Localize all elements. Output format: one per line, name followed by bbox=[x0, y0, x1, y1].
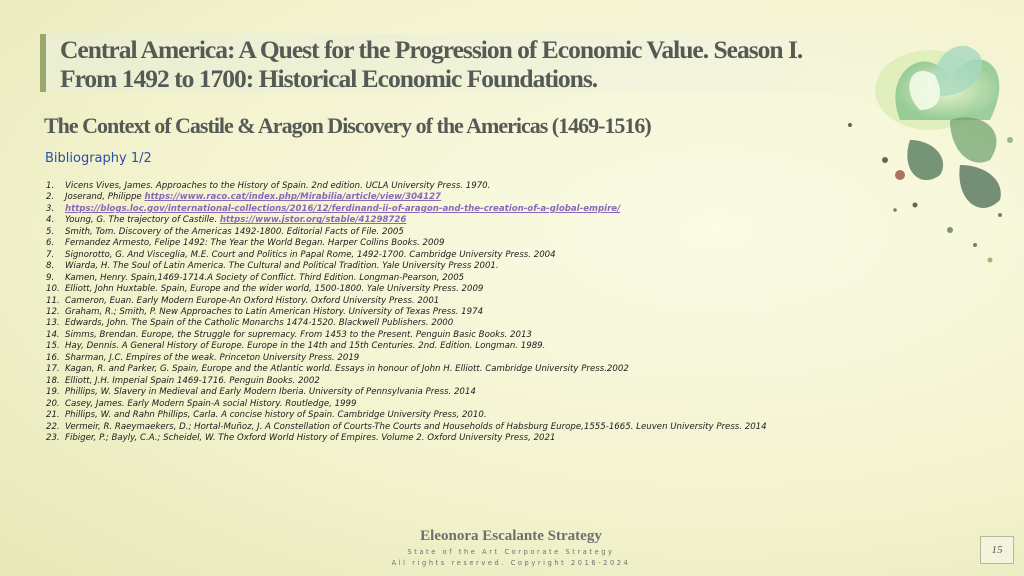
bibliography-item-number: 12. bbox=[46, 306, 60, 317]
bibliography-list bbox=[46, 181, 846, 444]
bibliography-item-text: Smith, Tom. Discovery of the Americas 1492-1800. Editorial Facts of File. 2005 bbox=[65, 226, 404, 237]
bibliography-item bbox=[46, 250, 846, 261]
bibliography-item-number: 13. bbox=[46, 318, 60, 329]
bibliography-item bbox=[46, 273, 846, 284]
bibliography-item bbox=[46, 410, 846, 421]
bibliography-item-number: 10. bbox=[46, 284, 60, 295]
bibliography-item-text: Kamen, Henry. Spain,1469-1714.A Society of Conflict. Third Edition. Longman-Pearson, 2005 bbox=[65, 272, 465, 283]
bibliography-item-number: 15. bbox=[46, 341, 60, 352]
bibliography-item-number: 22. bbox=[46, 421, 60, 432]
slide-title-line1: Central America: A Quest for the Progression of Economic Value. Season I. bbox=[60, 35, 803, 64]
bibliography-item-text: Young, G. The trajectory of Castille. https://www.jstor.org/stable/41298726 bbox=[65, 215, 407, 226]
bibliography-item-text: Sharman, J.C. Empires of the weak. Princeton University Press. 2019 bbox=[65, 352, 360, 363]
bibliography-item-text: Signorotto, G. And Visceglia, M.E. Court and Politics in Papal Rome, 1492-1700. Cambridge University Press. 2004 bbox=[65, 249, 556, 260]
bibliography-item-text: Edwards, John. The Spain of the Catholic Monarchs 1474-1520. Blackwell Publishers. 2000 bbox=[65, 318, 454, 329]
page-number: 15 bbox=[980, 536, 1014, 564]
bibliography-item-number: 17. bbox=[46, 364, 60, 375]
bibliography-item-text: Kagan, R. and Parker, G. Spain, Europe and the Atlantic world. Essays in honour of John H. Elliott. Cambridge University Press.2002 bbox=[65, 364, 629, 375]
bibliography-item bbox=[46, 296, 846, 307]
bibliography-item bbox=[46, 433, 846, 444]
bibliography-item-text: Fernandez Armesto, Felipe 1492: The Year the World Began. Harper Collins Books. 2009 bbox=[65, 238, 445, 249]
bibliography-item-text: Phillips, W. and Rahn Phillips, Carla. A concise history of Spain. Cambridge University Press, 2010. bbox=[65, 410, 487, 421]
bibliography-item-text: Simms, Brendan. Europe, the Struggle for supremacy. From 1453 to the Present. Penguin Basic Books. 2013 bbox=[65, 329, 532, 340]
bibliography-item-text: Elliott, John Huxtable. Spain, Europe and the wider world, 1500-1800. Yale University Press. 2009 bbox=[65, 284, 484, 295]
bibliography-link[interactable]: https://www.jstor.org/stable/41298726 bbox=[219, 215, 407, 226]
bibliography-item-text: Elliott, J.H. Imperial Spain 1469-1716. Penguin Books. 2002 bbox=[65, 375, 320, 386]
bibliography-item-number: 1. bbox=[46, 181, 55, 191]
bibliography-item-number: 9. bbox=[46, 272, 55, 283]
bibliography-item bbox=[46, 238, 846, 249]
bibliography-item bbox=[46, 364, 846, 375]
watercolor-flower-icon bbox=[840, 0, 1024, 300]
bibliography-item-text: Hay, Dennis. A General History of Europe. Europe in the 14th and 15th Centuries. 2nd. Edition. Longman. 1989. bbox=[65, 341, 546, 352]
slide-subtitle: The Context of Castile & Aragon Discovery of the Americas (1469-1516) bbox=[44, 113, 651, 138]
bibliography-item-number: 16. bbox=[46, 352, 60, 363]
bibliography-item-number: 6. bbox=[46, 238, 55, 249]
bibliography-link[interactable]: https://www.raco.cat/index.php/Mirabilia/article/view/304127 bbox=[144, 192, 442, 203]
bibliography-item-number: 19. bbox=[46, 387, 60, 398]
bibliography-item-text: Casey, James. Early Modern Spain-A social History. Routledge, 1999 bbox=[65, 398, 357, 409]
bibliography-item bbox=[46, 215, 846, 226]
bibliography-item-text: Wiarda, H. The Soul of Latin America. The Cultural and Political Tradition. Yale University Press 2001. bbox=[65, 261, 499, 272]
bibliography-item bbox=[46, 227, 846, 238]
bibliography-item bbox=[46, 181, 846, 192]
bibliography-item-number: 18. bbox=[46, 375, 60, 386]
title-box bbox=[40, 34, 941, 92]
bibliography-item bbox=[46, 204, 846, 215]
bibliography-item-text: Graham, R.; Smith, P. New Approaches to Latin American History. University of Texas Press. 1974 bbox=[65, 306, 484, 317]
bibliography-item-number: 20. bbox=[46, 398, 60, 409]
bibliography-item-number: 3. bbox=[46, 203, 55, 214]
bibliography-heading: Bibliography 1/2 bbox=[45, 151, 152, 166]
bibliography-item-text bbox=[65, 204, 846, 215]
bibliography-item bbox=[46, 387, 846, 398]
bibliography-link[interactable]: https://blogs.loc.gov/international-collections/2016/12/ferdinand-ii-of-aragon-and-the-creation-of-a-global-empire/ bbox=[65, 203, 621, 214]
footer-copyright: All rights reserved. Copyright 2016-2024 bbox=[391, 559, 631, 567]
bibliography-item-number: 5. bbox=[46, 226, 55, 237]
bibliography-item bbox=[46, 399, 846, 410]
bibliography-item-number: 4. bbox=[46, 215, 55, 226]
bibliography-item bbox=[46, 318, 846, 329]
bibliography-item-number: 23. bbox=[46, 432, 60, 443]
bibliography-item-number: 14. bbox=[46, 329, 60, 340]
bibliography-item bbox=[46, 307, 846, 318]
bibliography-item-number: 7. bbox=[46, 249, 55, 260]
bibliography-item-text: Phillips, W. Slavery in Medieval and Early Modern Iberia. University of Pennsylvania Press. 2014 bbox=[65, 387, 476, 398]
bibliography-item-text: Cameron, Euan. Early Modern Europe-An Oxford History. Oxford University Press. 2001 bbox=[65, 295, 440, 306]
bibliography-item bbox=[46, 284, 846, 295]
bibliography-item bbox=[46, 261, 846, 272]
bibliography-item bbox=[46, 353, 846, 364]
bibliography-item bbox=[46, 192, 846, 203]
bibliography-item-text: Vermeir, R. Raeymaekers, D.; Hortal-Muñoz, J. A Constellation of Courts-The Courts and Households of Habsburg Europe,1555-1665. Leuven University Press. 2014 bbox=[65, 421, 767, 432]
bibliography-item-text: Vicens Vives, James. Approaches to the History of Spain. 2nd edition. UCLA University Press. 1970. bbox=[65, 181, 491, 191]
bibliography-item bbox=[46, 330, 846, 341]
bibliography-item bbox=[46, 341, 846, 352]
bibliography-item-number: 21. bbox=[46, 410, 60, 421]
footer-brand: Eleonora Escalante Strategy bbox=[420, 528, 602, 544]
bibliography-item-number: 8. bbox=[46, 261, 55, 272]
bibliography-item-number: 11. bbox=[46, 295, 60, 306]
bibliography-item-text: Joserand, Philippe https://www.raco.cat/index.php/Mirabilia/article/view/304127 bbox=[65, 192, 442, 203]
footer-tagline: State of the Art Corporate Strategy bbox=[407, 548, 615, 556]
bibliography-item bbox=[46, 376, 846, 387]
bibliography-item-number: 2. bbox=[46, 192, 55, 203]
slide-title-line2: From 1492 to 1700: Historical Economic Foundations. bbox=[60, 64, 598, 93]
bibliography-item-text: Fibiger, P.; Bayly, C.A.; Scheidel, W. The Oxford World History of Empires. Volume 2. Oxford University Press, 2021 bbox=[65, 432, 556, 443]
bibliography-item bbox=[46, 422, 846, 433]
